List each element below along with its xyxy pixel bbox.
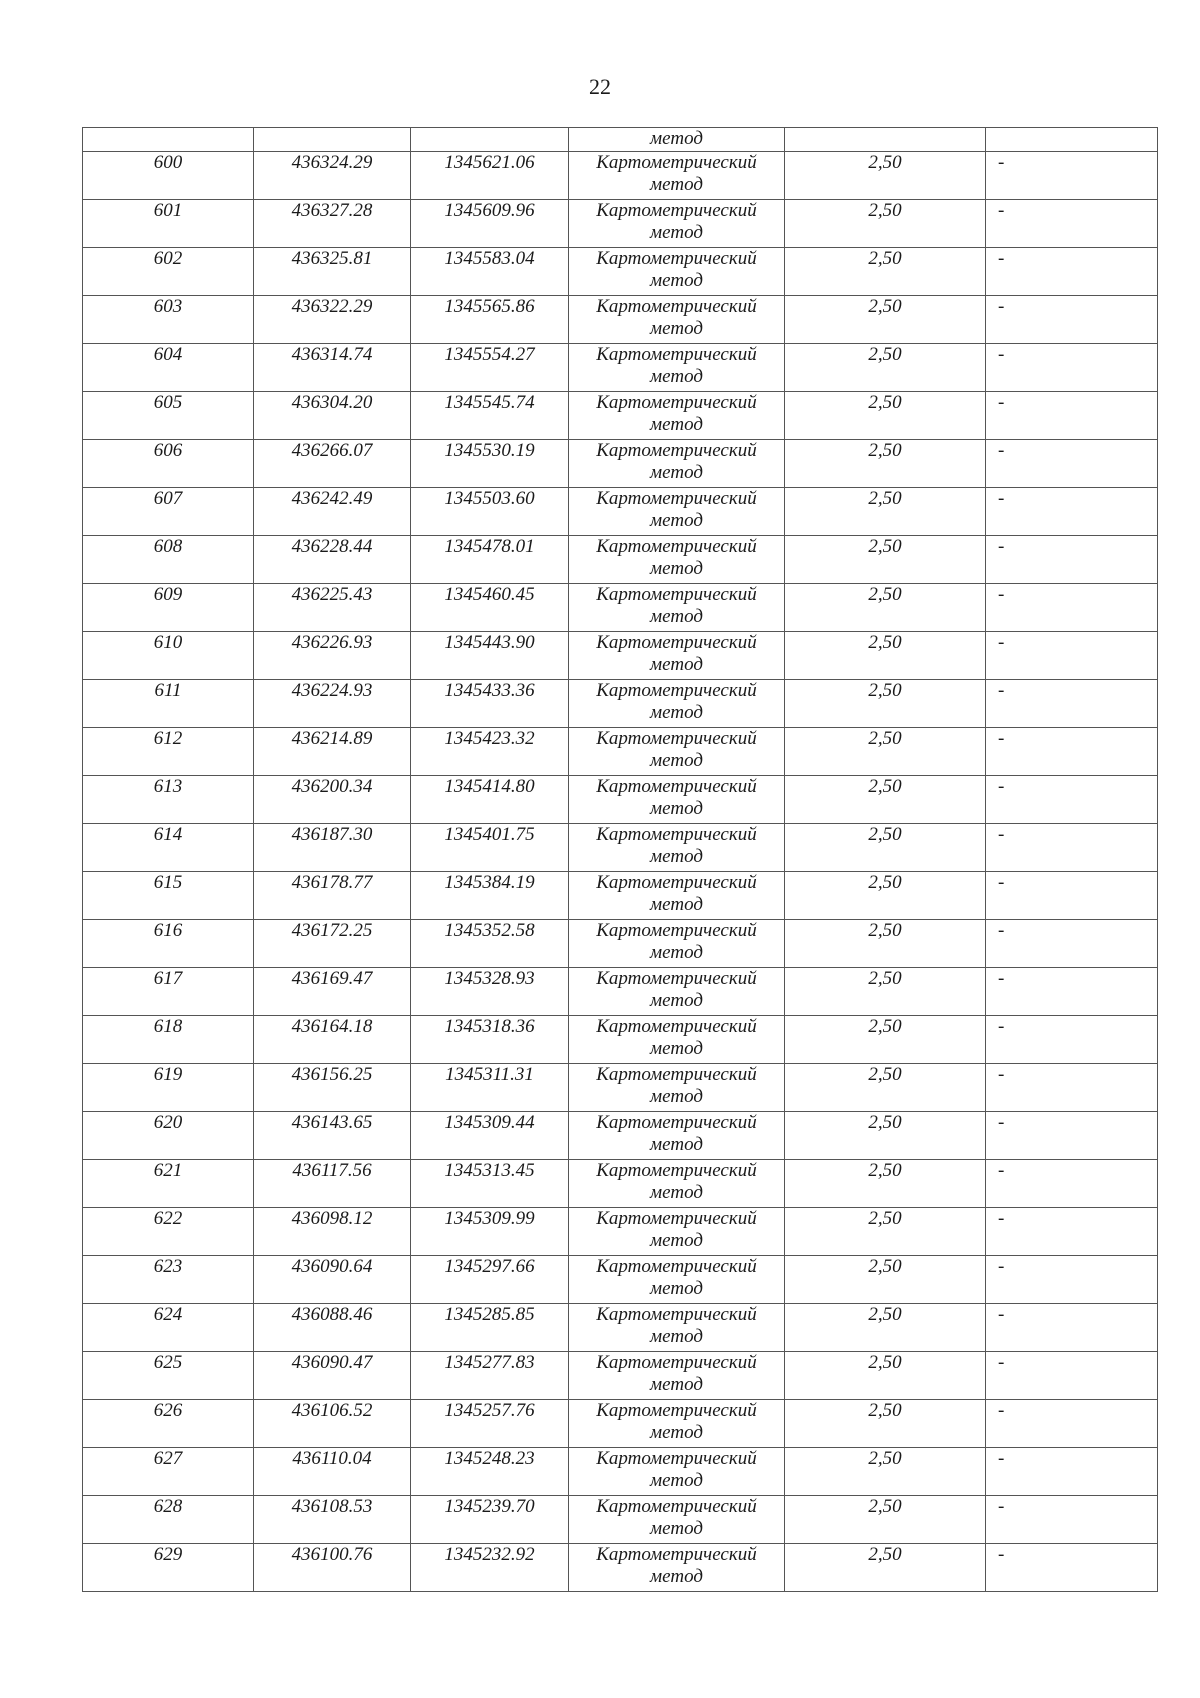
method-line-2: метод — [650, 942, 703, 963]
cell-note: - — [986, 1448, 1158, 1496]
cell-precision: 2,50 — [785, 1448, 986, 1496]
cell-point-number: 615 — [83, 872, 254, 920]
cell-note: - — [986, 392, 1158, 440]
cell-precision: 2,50 — [785, 680, 986, 728]
cell-point-number: 627 — [83, 1448, 254, 1496]
method-line-1: Картометрический — [596, 632, 757, 653]
cell-y-coordinate: 1345313.45 — [411, 1160, 569, 1208]
cell-method — [569, 392, 785, 440]
method-line-2: метод — [650, 1230, 703, 1251]
cell-precision: 2,50 — [785, 728, 986, 776]
cell-point-number: 611 — [83, 680, 254, 728]
cell-precision: 2,50 — [785, 632, 986, 680]
cell-precision: 2,50 — [785, 776, 986, 824]
cell-precision: 2,50 — [785, 1112, 986, 1160]
cell-method — [569, 200, 785, 248]
method-line-1: Картометрический — [596, 1448, 757, 1469]
method-line-1: Картометрический — [596, 680, 757, 701]
cell-method — [569, 584, 785, 632]
table-row — [83, 584, 1158, 632]
method-line-2: метод — [650, 606, 703, 627]
cell-note: - — [986, 1160, 1158, 1208]
cell-point-number: 604 — [83, 344, 254, 392]
cell-note: - — [986, 1304, 1158, 1352]
cell-note: - — [986, 824, 1158, 872]
table-row — [83, 824, 1158, 872]
table-row — [83, 776, 1158, 824]
table-row — [83, 1400, 1158, 1448]
method-line-1: Картометрический — [596, 200, 757, 221]
method-line-2: метод — [650, 318, 703, 339]
table-body — [83, 128, 1158, 1592]
cell-note: - — [986, 776, 1158, 824]
cell-point-number: 629 — [83, 1544, 254, 1592]
method-line-1: Картометрический — [596, 152, 757, 173]
table-row — [83, 488, 1158, 536]
table-row — [83, 200, 1158, 248]
method-line-1: Картометрический — [596, 824, 757, 845]
table-row — [83, 1208, 1158, 1256]
cell-point-number: 622 — [83, 1208, 254, 1256]
method-tail: метод — [650, 128, 703, 149]
coordinates-table — [82, 127, 1158, 1592]
cell-note: - — [986, 1208, 1158, 1256]
cell-precision: 2,50 — [785, 344, 986, 392]
method-line-1: Картометрический — [596, 776, 757, 797]
cell-point-number: 603 — [83, 296, 254, 344]
cell-point-number: 600 — [83, 152, 254, 200]
table-row — [83, 1160, 1158, 1208]
cell-x-coordinate: 436178.77 — [254, 872, 411, 920]
cell-method — [569, 1400, 785, 1448]
cell-method — [569, 680, 785, 728]
cell-precision: 2,50 — [785, 920, 986, 968]
cell-precision: 2,50 — [785, 1160, 986, 1208]
cell-method — [569, 632, 785, 680]
cell-y-coordinate: 1345545.74 — [411, 392, 569, 440]
cell-precision: 2,50 — [785, 1256, 986, 1304]
cell-note: - — [986, 1016, 1158, 1064]
table-row — [83, 1064, 1158, 1112]
method-line-1: Картометрический — [596, 1112, 757, 1133]
cell-x-coordinate: 436322.29 — [254, 296, 411, 344]
cell-note: - — [986, 872, 1158, 920]
cell-x-coordinate: 436266.07 — [254, 440, 411, 488]
table-row — [83, 1448, 1158, 1496]
cell-y-coordinate: 1345257.76 — [411, 1400, 569, 1448]
cell-x-coordinate: 436172.25 — [254, 920, 411, 968]
cell-point-number: 620 — [83, 1112, 254, 1160]
table-row — [83, 248, 1158, 296]
cell-method — [569, 152, 785, 200]
cell-x-coordinate: 436108.53 — [254, 1496, 411, 1544]
cell-y-coordinate: 1345277.83 — [411, 1352, 569, 1400]
cell-y-coordinate: 1345285.85 — [411, 1304, 569, 1352]
method-line-2: метод — [650, 990, 703, 1011]
cell-y-coordinate: 1345311.31 — [411, 1064, 569, 1112]
cell-x-coordinate: 436314.74 — [254, 344, 411, 392]
cell-method — [569, 488, 785, 536]
cell-point-number: 609 — [83, 584, 254, 632]
cell-note: - — [986, 1544, 1158, 1592]
cell-point-number — [83, 128, 254, 152]
method-line-1: Картометрический — [596, 1256, 757, 1277]
cell-method — [569, 1160, 785, 1208]
cell-x-coordinate: 436225.43 — [254, 584, 411, 632]
cell-y-coordinate: 1345352.58 — [411, 920, 569, 968]
method-line-2: метод — [650, 222, 703, 243]
method-line-2: метод — [650, 1518, 703, 1539]
cell-x-coordinate: 436228.44 — [254, 536, 411, 584]
cell-y-coordinate: 1345297.66 — [411, 1256, 569, 1304]
cell-x-coordinate: 436090.64 — [254, 1256, 411, 1304]
table-row — [83, 1016, 1158, 1064]
method-line-1: Картометрический — [596, 1496, 757, 1517]
cell-method — [569, 1256, 785, 1304]
method-line-2: метод — [650, 846, 703, 867]
cell-precision: 2,50 — [785, 1016, 986, 1064]
cell-y-coordinate: 1345621.06 — [411, 152, 569, 200]
cell-precision: 2,50 — [785, 1400, 986, 1448]
cell-precision: 2,50 — [785, 440, 986, 488]
method-line-1: Картометрический — [596, 1352, 757, 1373]
cell-x-coordinate: 436325.81 — [254, 248, 411, 296]
cell-method — [569, 872, 785, 920]
method-line-1: Картометрический — [596, 1160, 757, 1181]
cell-point-number: 616 — [83, 920, 254, 968]
cell-note: - — [986, 200, 1158, 248]
method-line-1: Картометрический — [596, 968, 757, 989]
table-row — [83, 1544, 1158, 1592]
cell-precision: 2,50 — [785, 584, 986, 632]
method-line-2: метод — [650, 702, 703, 723]
cell-x-coordinate: 436156.25 — [254, 1064, 411, 1112]
method-line-2: метод — [650, 414, 703, 435]
cell-method — [569, 1304, 785, 1352]
method-line-2: метод — [650, 1566, 703, 1587]
cell-method — [569, 776, 785, 824]
cell-method — [569, 1448, 785, 1496]
cell-note: - — [986, 1256, 1158, 1304]
cell-point-number: 618 — [83, 1016, 254, 1064]
table-row — [83, 968, 1158, 1016]
cell-method — [569, 440, 785, 488]
cell-precision: 2,50 — [785, 1352, 986, 1400]
method-line-1: Картометрический — [596, 1208, 757, 1229]
cell-precision: 2,50 — [785, 536, 986, 584]
method-line-2: метод — [650, 1326, 703, 1347]
cell-y-coordinate: 1345503.60 — [411, 488, 569, 536]
method-line-2: метод — [650, 270, 703, 291]
cell-x-coordinate: 436143.65 — [254, 1112, 411, 1160]
cell-method — [569, 128, 785, 152]
cell-note: - — [986, 488, 1158, 536]
cell-method — [569, 824, 785, 872]
cell-x-coordinate: 436117.56 — [254, 1160, 411, 1208]
cell-y-coordinate: 1345232.92 — [411, 1544, 569, 1592]
cell-note: - — [986, 680, 1158, 728]
table-row — [83, 728, 1158, 776]
cell-point-number: 623 — [83, 1256, 254, 1304]
cell-precision: 2,50 — [785, 824, 986, 872]
cell-point-number: 614 — [83, 824, 254, 872]
method-line-2: метод — [650, 1134, 703, 1155]
cell-point-number: 606 — [83, 440, 254, 488]
cell-note: - — [986, 1352, 1158, 1400]
method-line-2: метод — [650, 1470, 703, 1491]
method-line-2: метод — [650, 174, 703, 195]
table-row — [83, 1304, 1158, 1352]
cell-precision: 2,50 — [785, 1496, 986, 1544]
method-line-1: Картометрический — [596, 1016, 757, 1037]
cell-x-coordinate: 436304.20 — [254, 392, 411, 440]
table-row — [83, 920, 1158, 968]
cell-y-coordinate: 1345309.44 — [411, 1112, 569, 1160]
cell-y-coordinate: 1345565.86 — [411, 296, 569, 344]
cell-method — [569, 1064, 785, 1112]
cell-y-coordinate: 1345384.19 — [411, 872, 569, 920]
cell-note: - — [986, 248, 1158, 296]
method-line-1: Картометрический — [596, 392, 757, 413]
cell-x-coordinate: 436214.89 — [254, 728, 411, 776]
cell-note: - — [986, 1496, 1158, 1544]
cell-method — [569, 920, 785, 968]
cell-note: - — [986, 1400, 1158, 1448]
cell-point-number: 613 — [83, 776, 254, 824]
cell-x-coordinate: 436200.34 — [254, 776, 411, 824]
cell-precision: 2,50 — [785, 200, 986, 248]
cell-note: - — [986, 344, 1158, 392]
continuation-row — [83, 128, 1158, 152]
cell-note: - — [986, 1112, 1158, 1160]
method-line-2: метод — [650, 1278, 703, 1299]
cell-method — [569, 1496, 785, 1544]
cell-point-number: 628 — [83, 1496, 254, 1544]
method-line-2: метод — [650, 1182, 703, 1203]
cell-precision: 2,50 — [785, 872, 986, 920]
cell-precision — [785, 128, 986, 152]
method-line-2: метод — [650, 510, 703, 531]
method-line-1: Картометрический — [596, 728, 757, 749]
table-row — [83, 680, 1158, 728]
method-line-2: метод — [650, 798, 703, 819]
cell-method — [569, 1016, 785, 1064]
table-row — [83, 296, 1158, 344]
cell-precision: 2,50 — [785, 1544, 986, 1592]
cell-x-coordinate: 436226.93 — [254, 632, 411, 680]
method-line-1: Картометрический — [596, 872, 757, 893]
cell-y-coordinate: 1345414.80 — [411, 776, 569, 824]
cell-precision: 2,50 — [785, 488, 986, 536]
cell-point-number: 602 — [83, 248, 254, 296]
cell-y-coordinate: 1345478.01 — [411, 536, 569, 584]
table-row — [83, 440, 1158, 488]
cell-y-coordinate: 1345433.36 — [411, 680, 569, 728]
method-line-1: Картометрический — [596, 1400, 757, 1421]
cell-method — [569, 968, 785, 1016]
method-line-1: Картометрический — [596, 1304, 757, 1325]
cell-point-number: 626 — [83, 1400, 254, 1448]
cell-point-number: 617 — [83, 968, 254, 1016]
cell-x-coordinate: 436187.30 — [254, 824, 411, 872]
cell-y-coordinate: 1345318.36 — [411, 1016, 569, 1064]
cell-y-coordinate: 1345583.04 — [411, 248, 569, 296]
cell-y-coordinate: 1345328.93 — [411, 968, 569, 1016]
cell-note: - — [986, 920, 1158, 968]
method-line-1: Картометрический — [596, 1064, 757, 1085]
cell-point-number: 605 — [83, 392, 254, 440]
cell-note: - — [986, 536, 1158, 584]
cell-point-number: 601 — [83, 200, 254, 248]
cell-x-coordinate: 436224.93 — [254, 680, 411, 728]
cell-precision: 2,50 — [785, 296, 986, 344]
cell-x-coordinate: 436088.46 — [254, 1304, 411, 1352]
page-number: 22 — [589, 74, 611, 99]
cell-x-coordinate: 436106.52 — [254, 1400, 411, 1448]
method-line-2: метод — [650, 1422, 703, 1443]
cell-method — [569, 296, 785, 344]
cell-precision: 2,50 — [785, 1304, 986, 1352]
cell-x-coordinate: 436324.29 — [254, 152, 411, 200]
cell-method — [569, 248, 785, 296]
cell-point-number: 610 — [83, 632, 254, 680]
cell-x-coordinate: 436242.49 — [254, 488, 411, 536]
cell-method — [569, 1208, 785, 1256]
method-line-1: Картометрический — [596, 488, 757, 509]
method-line-1: Картометрический — [596, 344, 757, 365]
cell-y-coordinate: 1345609.96 — [411, 200, 569, 248]
cell-precision: 2,50 — [785, 968, 986, 1016]
cell-note: - — [986, 296, 1158, 344]
method-line-2: метод — [650, 1038, 703, 1059]
cell-point-number: 625 — [83, 1352, 254, 1400]
cell-method — [569, 1112, 785, 1160]
method-line-2: метод — [650, 558, 703, 579]
cell-note: - — [986, 728, 1158, 776]
cell-note: - — [986, 440, 1158, 488]
table-row — [83, 1496, 1158, 1544]
cell-note: - — [986, 1064, 1158, 1112]
cell-x-coordinate: 436164.18 — [254, 1016, 411, 1064]
cell-note: - — [986, 632, 1158, 680]
cell-point-number: 619 — [83, 1064, 254, 1112]
cell-note: - — [986, 968, 1158, 1016]
method-line-2: метод — [650, 1374, 703, 1395]
method-line-1: Картометрический — [596, 536, 757, 557]
cell-precision: 2,50 — [785, 392, 986, 440]
method-line-1: Картометрический — [596, 1544, 757, 1565]
table-row — [83, 392, 1158, 440]
method-line-1: Картометрический — [596, 296, 757, 317]
cell-x-coordinate: 436327.28 — [254, 200, 411, 248]
table-row — [83, 344, 1158, 392]
cell-y-coordinate: 1345309.99 — [411, 1208, 569, 1256]
cell-method — [569, 728, 785, 776]
cell-y-coordinate: 1345239.70 — [411, 1496, 569, 1544]
method-line-1: Картометрический — [596, 440, 757, 461]
cell-x-coordinate: 436100.76 — [254, 1544, 411, 1592]
method-line-1: Картометрический — [596, 584, 757, 605]
cell-y-coordinate — [411, 128, 569, 152]
cell-y-coordinate: 1345443.90 — [411, 632, 569, 680]
cell-method — [569, 536, 785, 584]
table-row — [83, 632, 1158, 680]
method-line-2: метод — [650, 654, 703, 675]
method-line-2: метод — [650, 366, 703, 387]
cell-point-number: 621 — [83, 1160, 254, 1208]
table-row — [83, 1256, 1158, 1304]
table-row — [83, 1352, 1158, 1400]
cell-y-coordinate: 1345554.27 — [411, 344, 569, 392]
method-line-2: метод — [650, 462, 703, 483]
cell-precision: 2,50 — [785, 152, 986, 200]
cell-point-number: 624 — [83, 1304, 254, 1352]
cell-y-coordinate: 1345460.45 — [411, 584, 569, 632]
cell-x-coordinate — [254, 128, 411, 152]
cell-precision: 2,50 — [785, 248, 986, 296]
cell-precision: 2,50 — [785, 1208, 986, 1256]
method-line-2: метод — [650, 894, 703, 915]
cell-x-coordinate: 436090.47 — [254, 1352, 411, 1400]
cell-method — [569, 344, 785, 392]
cell-point-number: 608 — [83, 536, 254, 584]
cell-note: - — [986, 152, 1158, 200]
table-row — [83, 872, 1158, 920]
cell-precision: 2,50 — [785, 1064, 986, 1112]
cell-note — [986, 128, 1158, 152]
cell-y-coordinate: 1345423.32 — [411, 728, 569, 776]
cell-y-coordinate: 1345401.75 — [411, 824, 569, 872]
cell-point-number: 612 — [83, 728, 254, 776]
cell-point-number: 607 — [83, 488, 254, 536]
cell-method — [569, 1544, 785, 1592]
method-line-1: Картометрический — [596, 248, 757, 269]
cell-x-coordinate: 436098.12 — [254, 1208, 411, 1256]
cell-y-coordinate: 1345530.19 — [411, 440, 569, 488]
table-row — [83, 152, 1158, 200]
cell-y-coordinate: 1345248.23 — [411, 1448, 569, 1496]
table-row — [83, 1112, 1158, 1160]
method-line-2: метод — [650, 750, 703, 771]
cell-x-coordinate: 436169.47 — [254, 968, 411, 1016]
method-line-2: метод — [650, 1086, 703, 1107]
table-row — [83, 536, 1158, 584]
cell-note: - — [986, 584, 1158, 632]
cell-x-coordinate: 436110.04 — [254, 1448, 411, 1496]
method-line-1: Картометрический — [596, 920, 757, 941]
cell-method — [569, 1352, 785, 1400]
